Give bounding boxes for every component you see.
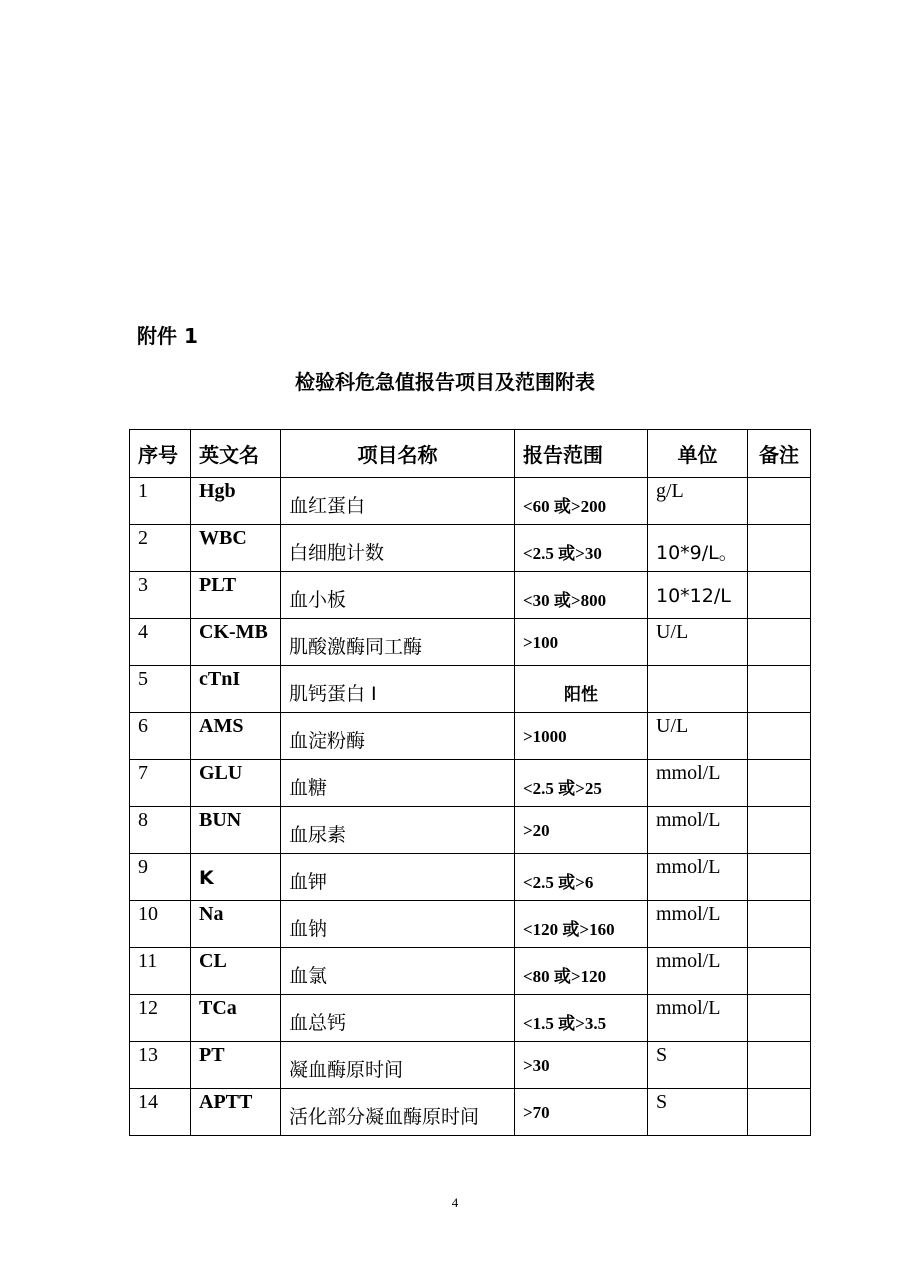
row-item: 活化部分凝血酶原时间 (281, 1089, 515, 1136)
row-no: 4 (130, 619, 191, 666)
table-row (130, 525, 811, 572)
row-english: GLU (191, 760, 281, 807)
row-note (748, 525, 811, 572)
row-english: Hgb (191, 478, 281, 525)
row-range: >70 (515, 1089, 648, 1136)
header-unit: 单位 (648, 430, 748, 478)
row-no: 9 (130, 854, 191, 901)
row-unit: mmol/L (648, 807, 748, 854)
row-note (748, 572, 811, 619)
row-no: 12 (130, 995, 191, 1042)
row-note (748, 619, 811, 666)
row-note (748, 760, 811, 807)
row-english: PLT (191, 572, 281, 619)
row-unit: S (648, 1089, 748, 1136)
row-no: 8 (130, 807, 191, 854)
row-english: BUN (191, 807, 281, 854)
table-row (130, 619, 811, 666)
row-range: >100 (515, 619, 648, 666)
row-no: 3 (130, 572, 191, 619)
table-row (130, 1042, 811, 1089)
row-no: 13 (130, 1042, 191, 1089)
row-english: cTnI (191, 666, 281, 713)
row-item: 血钾 (281, 854, 515, 901)
row-range: >1000 (515, 713, 648, 760)
critical-values-table (129, 429, 811, 1136)
row-range: <30 或>800 (515, 572, 648, 619)
row-unit: mmol/L (648, 995, 748, 1042)
row-range: >20 (515, 807, 648, 854)
row-item: 血钠 (281, 901, 515, 948)
page-number: 4 (451, 1195, 459, 1210)
table-row (130, 1089, 811, 1136)
row-note (748, 995, 811, 1042)
row-range: <120 或>160 (515, 901, 648, 948)
attachment-label: 附件 1 (137, 324, 198, 348)
document-title-text: 检验科危急值报告项目及范围附表 (295, 370, 595, 394)
row-unit: mmol/L (648, 854, 748, 901)
row-english: Na (191, 901, 281, 948)
row-item: 血尿素 (281, 807, 515, 854)
table-row (130, 760, 811, 807)
header-note: 备注 (748, 430, 811, 478)
table-row (130, 572, 811, 619)
table-row (130, 901, 811, 948)
table-header-row (130, 430, 811, 478)
row-unit: 10*12/L (648, 572, 748, 619)
row-note (748, 1042, 811, 1089)
row-item: 血淀粉酶 (281, 713, 515, 760)
row-no: 14 (130, 1089, 191, 1136)
header-english: 英文名 (191, 430, 281, 478)
table-row (130, 948, 811, 995)
row-note (748, 1089, 811, 1136)
row-item: 白细胞计数 (281, 525, 515, 572)
row-english: PT (191, 1042, 281, 1089)
row-note (748, 901, 811, 948)
row-english: K (191, 854, 281, 901)
row-english: CL (191, 948, 281, 995)
row-no: 7 (130, 760, 191, 807)
row-range: >30 (515, 1042, 648, 1089)
row-no: 6 (130, 713, 191, 760)
row-no: 5 (130, 666, 191, 713)
row-range: <60 或>200 (515, 478, 648, 525)
row-item: 血红蛋白 (281, 478, 515, 525)
row-range: 阳性 (515, 666, 648, 713)
table-row (130, 666, 811, 713)
row-english: AMS (191, 713, 281, 760)
row-english: TCa (191, 995, 281, 1042)
row-range: <2.5 或>30 (515, 525, 648, 572)
row-english: WBC (191, 525, 281, 572)
row-note (748, 948, 811, 995)
document-title (0, 368, 910, 396)
row-note (748, 807, 811, 854)
table-row (130, 713, 811, 760)
row-unit: g/L (648, 478, 748, 525)
row-item: 凝血酶原时间 (281, 1042, 515, 1089)
table-row (130, 854, 811, 901)
row-item: 肌酸激酶同工酶 (281, 619, 515, 666)
row-no: 1 (130, 478, 191, 525)
row-note (748, 478, 811, 525)
table-row (130, 478, 811, 525)
row-unit: 10*9/L。 (648, 525, 748, 572)
row-no: 10 (130, 901, 191, 948)
row-no: 2 (130, 525, 191, 572)
header-item: 项目名称 (281, 430, 515, 478)
row-range: <2.5 或>25 (515, 760, 648, 807)
row-unit (648, 666, 748, 713)
row-range: <1.5 或>3.5 (515, 995, 648, 1042)
row-unit: U/L (648, 713, 748, 760)
row-note (748, 666, 811, 713)
table-row (130, 995, 811, 1042)
row-unit: mmol/L (648, 760, 748, 807)
row-item: 肌钙蛋白 I (281, 666, 515, 713)
header-range: 报告范围 (515, 430, 648, 478)
row-english: APTT (191, 1089, 281, 1136)
row-no: 11 (130, 948, 191, 995)
row-unit: S (648, 1042, 748, 1089)
row-range: <2.5 或>6 (515, 854, 648, 901)
row-item: 血氯 (281, 948, 515, 995)
row-unit: U/L (648, 619, 748, 666)
row-unit: mmol/L (648, 948, 748, 995)
row-note (748, 713, 811, 760)
row-note (748, 854, 811, 901)
row-range: <80 或>120 (515, 948, 648, 995)
row-item: 血总钙 (281, 995, 515, 1042)
row-item: 血糖 (281, 760, 515, 807)
header-no: 序号 (130, 430, 191, 478)
row-unit: mmol/L (648, 901, 748, 948)
row-english: CK-MB (191, 619, 281, 666)
table-row (130, 807, 811, 854)
row-item: 血小板 (281, 572, 515, 619)
